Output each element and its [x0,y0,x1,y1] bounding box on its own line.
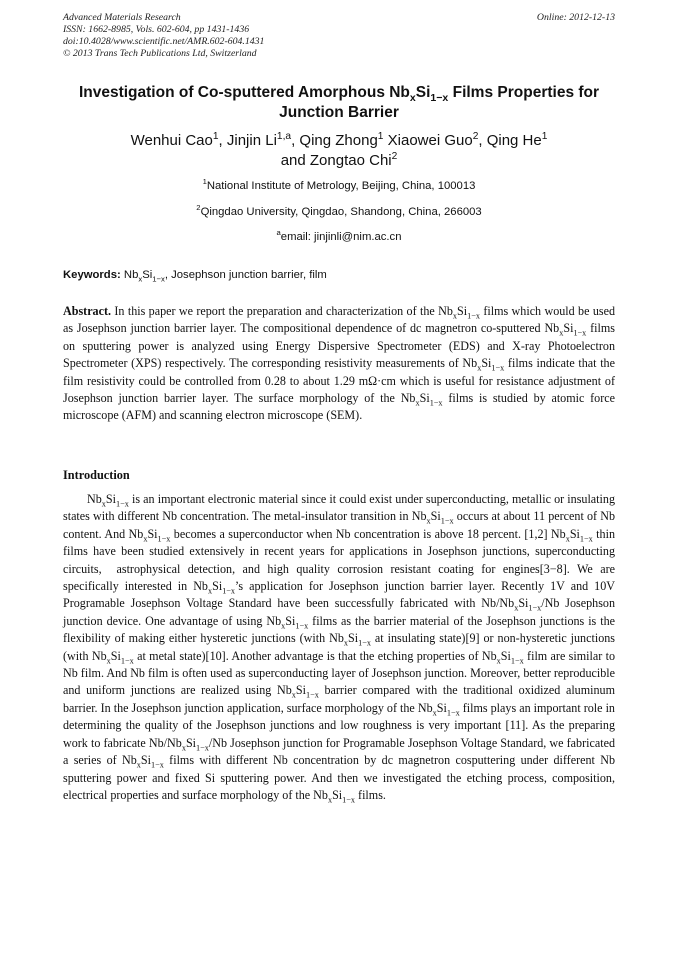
title-text-si: Si [415,84,431,101]
title-text-a: Investigation of Co-sputtered Amorphous Nb [78,84,410,101]
author-name: and Zongtao Chi [280,152,392,169]
email-mark: a [276,228,281,238]
introduction-paragraph: $Nb_xSi_{1-x}$ is an important electronic material since it could exist under superconducting, metallic or insulating states with different Nb concentration. The metal-insulator transition in $Nb_xSi_{1-x}$ occurs at about 11 percent of Nb content. And $Nb_xSi_{1-x}$ becomes a superconductor when Nb concentration is above 18 percent. [1,2] $Nb_xSi_{1-x}$ thin films have been studied extensively in recent years for applications in Josephson junctions, superconducting circuits, astrophysical detection, and high quality corrosion resistant coating for engines[3−8]. We are specifically interested in $Nb_xSi_{1-x}’s$ application for Josephson junction barrier layer. Recently 1V and 10V Programable Josephson Voltage Standard have been successfully fabricated with $Nb/Nb_xSi_{1-x}/Nb$ Josephson junction device. One advantage of using $Nb_xSi_{1-x}$ films as the barrier material of the Josephson junctions is the flexibility of making either hysteretic junctions (with $Nb_xSi_{1-x}$ at insulating state)[9] or non-hysteretic junctions (with $Nb_xSi_{1-x}$ at metal state)[10]. Another advantage is that the etching properties of $Nb_xSi_{1-x}$ film are similar to Nb film. And Nb film is often used as superconducting layer of Josephson junction. Moreover, better reproducible and uniform junctions are realized using $Nb_xSi_{1-x}$ barrier compared with the traditional oxidized aluminum barrier. In the Josephson junction application, surface morphology of the $Nb_xSi_{1-x}$ films plays an important role in determining the quality of the Josephson junctions and low roughness is very important [11]. As the preparing work to fabricate $Nb/Nb_xSi_{1-x}/Nb$ Josephson junction for Programable Josephson Voltage Standard, we fabricated a series of $Nb_xSi_{1-x}$ films with different Nb concentration by dc magnetron cosputtering under different Nb sputtering power and fixed Si sputtering power. And then we investigated the etching process, composition, electrical properties and surface morphology of the $Nb_xSi_{1-x}$ films. [63,492,616,805]
author-affiliation-mark: 2 [391,151,398,162]
affiliation-text: National Institute of Metrology, Beijing, China, 100013 [206,180,476,192]
title-subscript-1mx: 1−x [430,92,449,105]
keyword-text: Nb [120,269,139,281]
keyword-subscript: 1−x [152,274,165,284]
keywords [63,268,615,282]
title-text-b: Films Properties for [448,84,600,101]
abstract-body: In this paper we report the preparation and characterization of the $Nb_xSi_{1-x}$ films which would be used as Josephson junction barrier layer. The compositional dependence of dc magnetron co-sputtered $Nb_xSi_{1-x}$ films on sputtering power is analyzed using Energy Dispersive Spectrometer (EDS) and X-ray Photoelectron Spectrometer (XPS) respectively. The corresponding resistivity measurements of $Nb_xSi_{1-x}$ films indicate that the film resistivity could be controlled from 0.28 to about 1.29 mΩ·cm which is useful for resistance adjustment of Josephson junction barrier layer. The surface morphology of the $Nb_xSi_{1-x}$ films is studied by atomic force microscope (AFM) and scanning electron microscope (SEM). [63,304,616,423]
author-line-1 [40,131,638,151]
keyword-text: Si [142,269,153,281]
affiliation-1 [40,179,638,193]
author-list [40,131,638,171]
author-name: , Jinjin Li [218,132,277,149]
issn-line: ISSN: 1662-8985, Vols. 602-604, pp 1431-1436 [63,24,250,35]
paper-title [40,83,638,123]
abstract [63,303,615,425]
title-line-1 [40,83,638,103]
copyright-line: © 2013 Trans Tech Publications Ltd, Switzerland [63,48,257,59]
keyword-text: , Josephson junction barrier, film [164,269,327,281]
author-affiliation-mark: 1 [212,131,219,142]
author-affiliation-mark: 2 [472,131,479,142]
author-affiliation-mark: 1 [377,131,384,142]
affiliation-2 [40,205,638,219]
online-date: Online: 2012-12-13 [536,12,615,23]
keywords-label: Keywords: [63,269,121,281]
publication-header [63,12,615,60]
journal-name: Advanced Materials Research [63,12,181,23]
author-name: , Qing Zhong [291,132,378,149]
title-line-2: Junction Barrier [279,104,399,121]
abstract-label: Abstract. [63,304,112,318]
author-name: , Qing He [478,132,542,149]
author-affiliation-mark: 1,a [276,131,292,142]
keyword-subscript: x [138,274,143,284]
introduction-heading: Introduction [63,468,130,482]
affiliation-mark: 1 [202,177,207,187]
affiliation-text: Qingdao University, Qingdao, Shandong, China, 266003 [200,206,482,218]
title-subscript-x: x [409,92,416,105]
author-line-2 [40,151,638,171]
affiliation-mark: 2 [196,203,201,213]
corresponding-email [40,230,638,244]
email-text[interactable]: email: jinjinli@nim.ac.cn [280,231,402,243]
author-name: Xiaowei Guo [383,132,473,149]
doi-line[interactable]: doi:10.4028/www.scientific.net/AMR.602-604.1431 [63,36,265,47]
author-name: Wenhui Cao [130,132,213,149]
author-affiliation-mark: 1 [541,131,548,142]
